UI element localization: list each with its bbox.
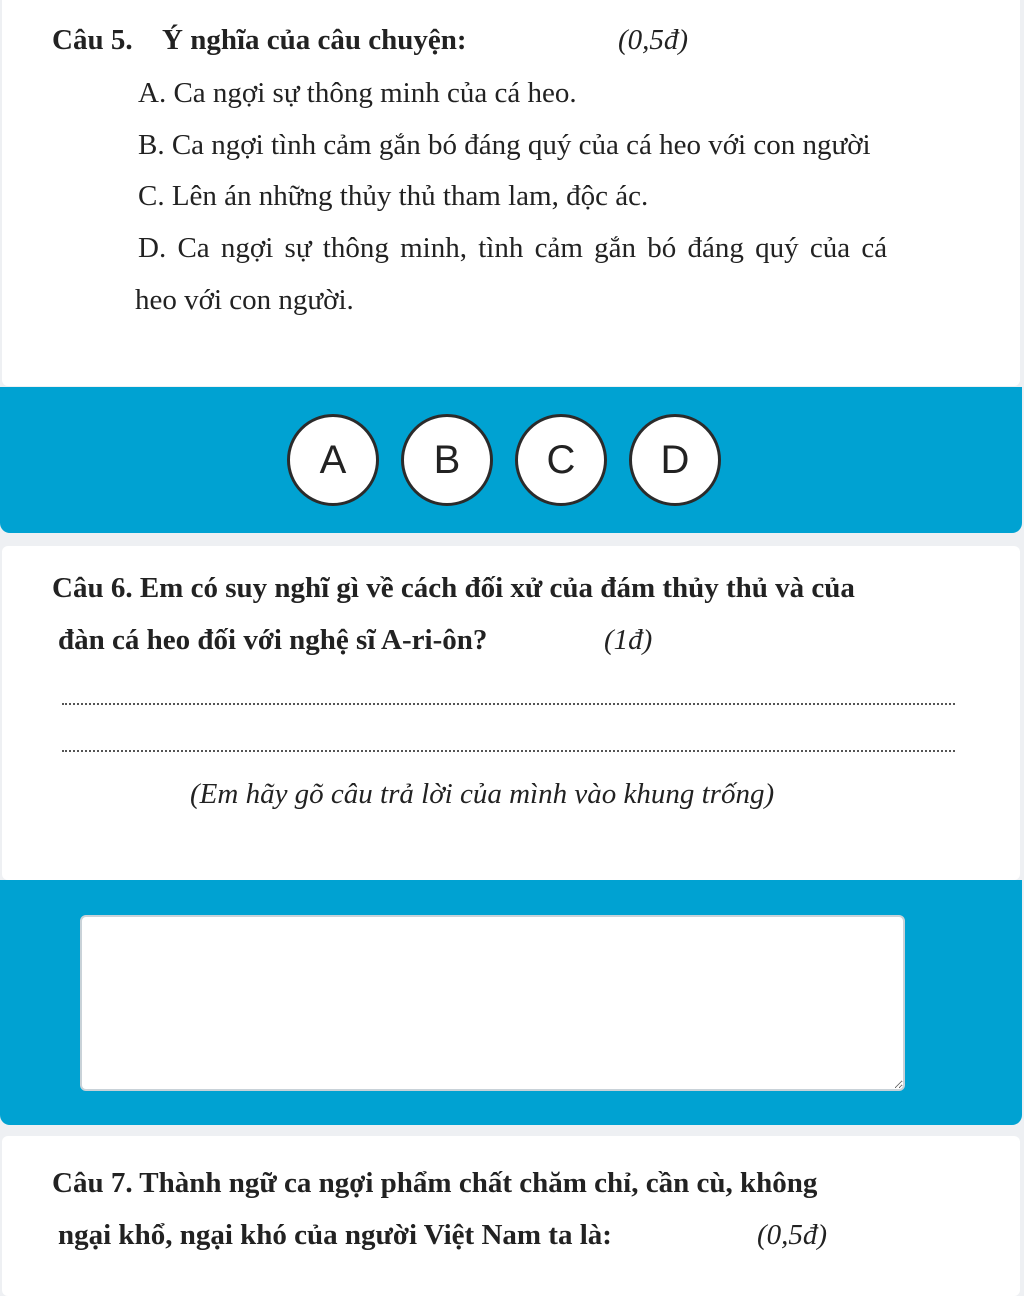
question-6-points: (1đ) bbox=[604, 624, 653, 656]
answer-choices-band bbox=[0, 387, 1022, 533]
option-d-text-continued: heo với con người. bbox=[135, 284, 354, 316]
question-7-line-2: ngại khổ, ngại khó của người Việt Nam ta là: bbox=[58, 1219, 612, 1251]
answer-button-b[interactable]: B bbox=[401, 414, 493, 506]
question-5-prompt: Ý nghĩa của câu chuyện: bbox=[162, 24, 467, 56]
answer-dotted-line-2 bbox=[62, 750, 955, 752]
answer-button-a[interactable]: A bbox=[287, 414, 379, 506]
answer-dotted-line-1 bbox=[62, 703, 955, 705]
answer-button-c[interactable]: C bbox=[515, 414, 607, 506]
option-a-text: A. Ca ngợi sự thông minh của cá heo. bbox=[138, 77, 577, 109]
question-6-line-2: đàn cá heo đối với nghệ sĩ A-ri-ôn? bbox=[58, 624, 488, 656]
option-c-text: C. Lên án những thủy thủ tham lam, độc ác. bbox=[138, 180, 649, 212]
question-7-points: (0,5đ) bbox=[757, 1219, 828, 1251]
question-7-line-1: Câu 7. Thành ngữ ca ngợi phẩm chất chăm chỉ, cần cù, không bbox=[52, 1167, 818, 1199]
question-5-points: (0,5đ) bbox=[618, 24, 689, 56]
option-d-text: D. Ca ngợi sự thông minh, tình cảm gắn bó đáng quý của cá bbox=[138, 232, 888, 264]
question-5-label: Câu 5. bbox=[52, 24, 133, 56]
option-b-text: B. Ca ngợi tình cảm gắn bó đáng quý của cá heo với con người bbox=[138, 129, 871, 161]
question-6-line-1: Câu 6. Em có suy nghĩ gì về cách đối xử của đám thủy thủ và của bbox=[52, 572, 855, 604]
question-7-card bbox=[2, 1136, 1020, 1296]
answer-button-d[interactable]: D bbox=[629, 414, 721, 506]
question-6-instruction: (Em hãy gõ câu trả lời của mình vào khung trống) bbox=[190, 778, 775, 810]
answer-textarea[interactable] bbox=[80, 915, 905, 1091]
